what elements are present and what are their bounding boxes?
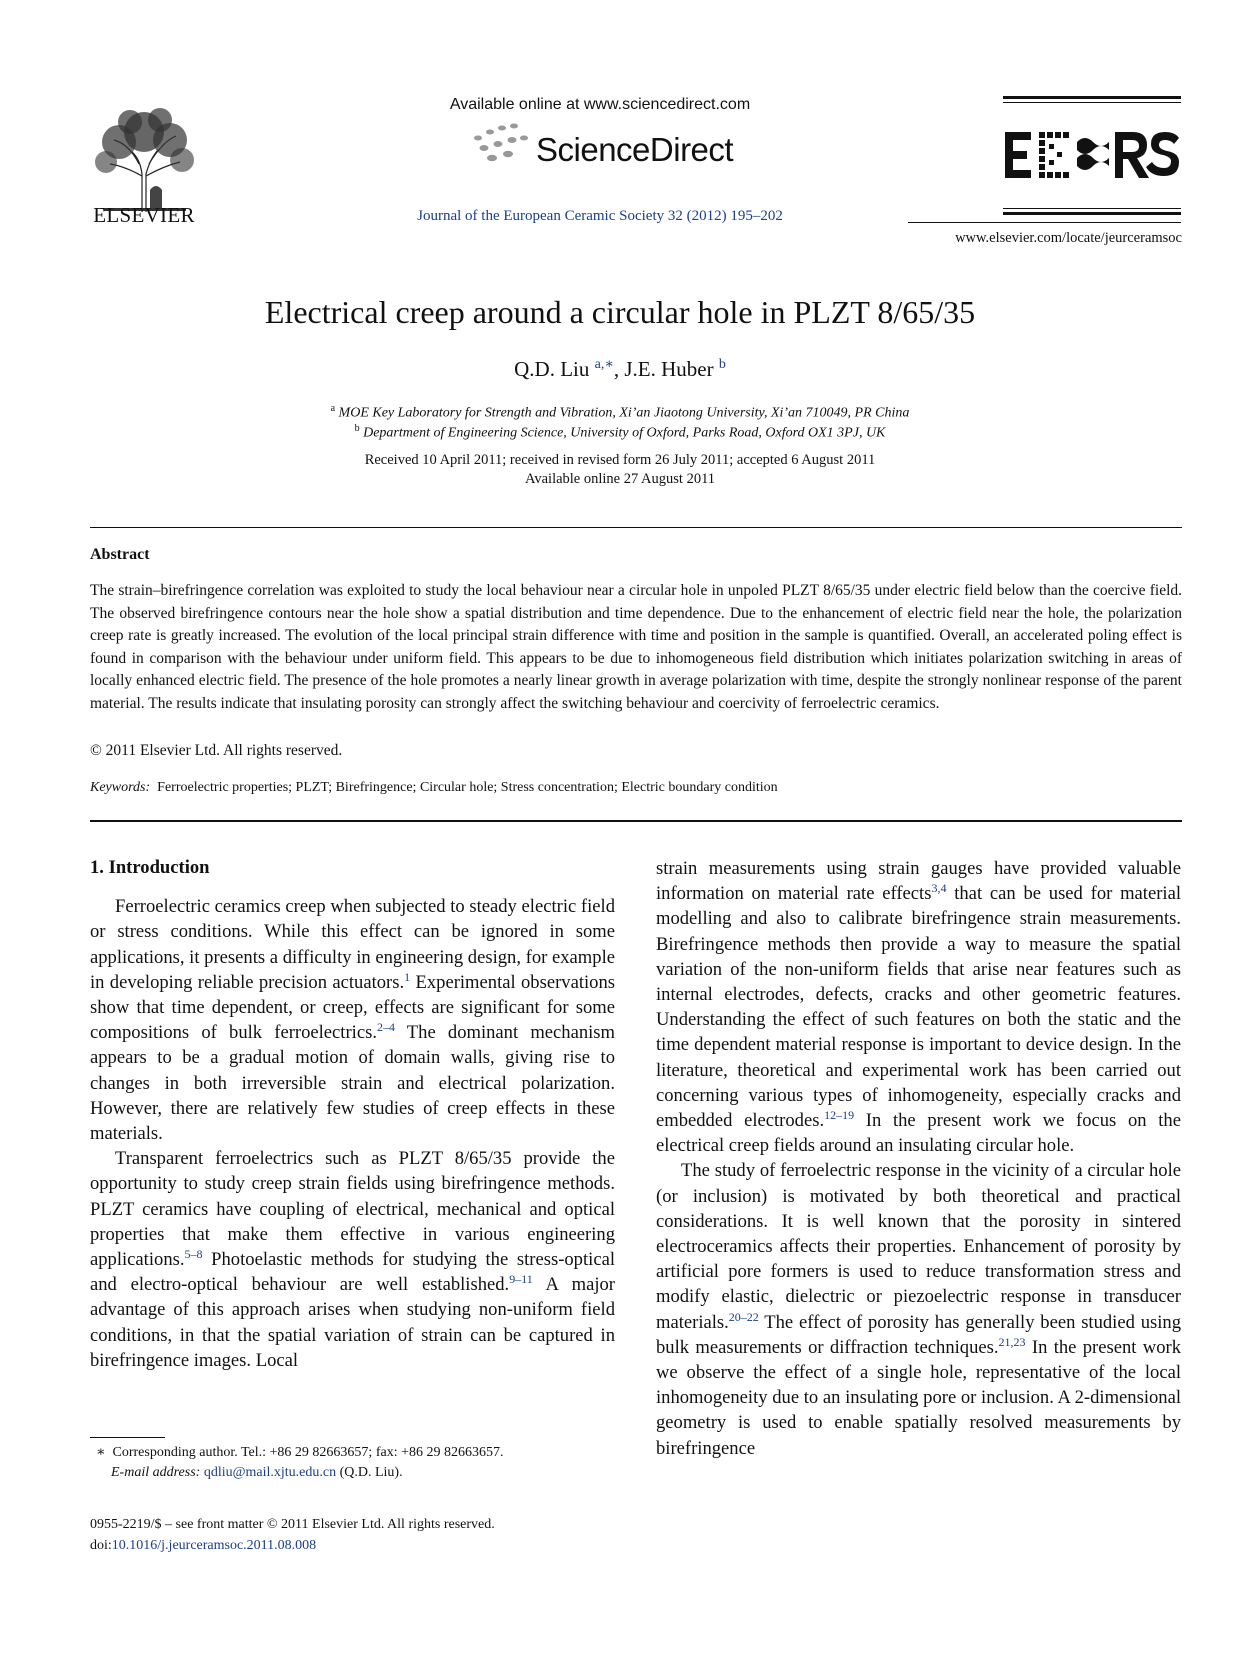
- email-label: E-mail address:: [111, 1465, 201, 1480]
- author-affiliation-marker[interactable]: b: [718, 357, 726, 372]
- logo-rule: [1003, 102, 1181, 103]
- logo-rule: [1003, 212, 1181, 215]
- abstract-bottom-rule: [90, 820, 1182, 822]
- author-name[interactable]: Q.D. Liu: [514, 357, 590, 381]
- doi-line: [90, 1538, 316, 1554]
- ecers-journal-logo: [1003, 126, 1181, 184]
- doi-link[interactable]: 10.1016/j.jeurceramsoc.2011.08.008: [111, 1538, 317, 1553]
- sciencedirect-dots-icon: [468, 120, 538, 168]
- footnote-text: Corresponding author. Tel.: +86 29 82663657; fax: +86 29 82663657.: [112, 1445, 504, 1460]
- keywords: [90, 780, 1182, 796]
- journal-citation-link[interactable]: Journal of the European Ceramic Society 32 (2012) 195–202: [417, 208, 783, 224]
- publisher-name: ELSEVIER: [93, 203, 195, 227]
- corresponding-author-footnote: [96, 1444, 621, 1461]
- author-list: [90, 356, 1150, 382]
- affiliation-text: Department of Engineering Science, University of Oxford, Parks Road, Oxford OX1 3PJ, UK: [363, 425, 886, 441]
- paragraph-text: The effect of porosity has generally been studied using bulk measurements or diffraction techniques.: [656, 1311, 1181, 1358]
- paragraph-text: strain measurements using strain gauges have provided valuable information on material rate effects: [656, 858, 1181, 905]
- footnote-rule: [90, 1437, 165, 1438]
- paragraph-text: Ferroelectric ceramics creep when subjected to steady electric field or stress conditions. While this effect can be ignored in some applications, it presents a difficulty in engineering design, for example in developing reliable precision actuators.: [90, 896, 615, 993]
- citation-link[interactable]: 20–22: [728, 1309, 759, 1324]
- citation-link[interactable]: 5–8: [184, 1246, 203, 1261]
- paragraph: [656, 1158, 1181, 1460]
- left-column: [90, 855, 615, 1373]
- keywords-label: Keywords:: [90, 780, 151, 795]
- paragraph-text: that can be used for material modelling and also to calibrate birefringence strain measurements. Birefringence methods then provide a way to measure the spatial variation of the non-uniform fields that arise near features such as internal electrodes, defects, cracks and other geometric features. Understanding the effect of such features on both the static and the time dependent material response is important to device design. In the literature, theoretical and experimental work has been carried out concerning various types of inhomogeneity, especially cracks and embedded electrodes.: [656, 883, 1181, 1132]
- email-owner: (Q.D. Liu).: [339, 1465, 403, 1480]
- article-title: Electrical creep around a circular hole in PLZT 8/65/35: [264, 294, 976, 330]
- abstract-copyright: © 2011 Elsevier Ltd. All rights reserved.: [90, 742, 343, 759]
- paragraph: [90, 894, 615, 1146]
- logo-rule: [1003, 96, 1181, 99]
- paragraph-text: A major advantage of this approach arises when studying non-uniform field conditions, in that the spatial variation of strain can be captured in birefringence images. Local: [90, 1274, 615, 1371]
- online-date: Available online 27 August 2011: [524, 471, 716, 487]
- front-matter-line: 0955-2219/$ – see front matter © 2011 Elsevier Ltd. All rights reserved.: [90, 1517, 495, 1532]
- section-heading: 1. Introduction: [90, 857, 210, 878]
- citation-link[interactable]: 21,23: [998, 1334, 1026, 1349]
- paragraph-text: In the present work we observe the effect of a single hole, representative of the local inhomogeneity due to an insulating pore or inclusion. A 2-dimensional geometry is used to enable spatially resolved measurements by birefringence: [656, 1336, 1181, 1459]
- available-online-text: Available online at www.sciencedirect.com: [449, 96, 751, 113]
- paragraph-text: Transparent ferroelectrics such as PLZT 8/65/35 provide the opportunity to study creep strain fields using birefringence methods. PLZT ceramics have coupling of electrical, mechanical and optical properties that make them effective in various engineering applications.: [90, 1148, 615, 1271]
- footnote-marker: ∗: [96, 1445, 106, 1460]
- citation-link[interactable]: 12–19: [824, 1107, 855, 1122]
- citation-link[interactable]: 2–4: [376, 1020, 395, 1035]
- author-separator: ,: [613, 357, 625, 381]
- journal-homepage-link[interactable]: www.elsevier.com/locate/jeurceramsoc: [955, 230, 1182, 246]
- paragraph-text: The study of ferroelectric response in the vicinity of a circular hole (or inclusion) is motivated by both theoretical and practical considerations. It is well known that the porosity in sintered electroceramics affects their properties. Enhancement of porosity by artificial pore formers is used to reduce transformation stress and modify elastic, dielectric or piezoelectric response in transducer materials.: [656, 1160, 1181, 1333]
- citation-link[interactable]: 3,4: [931, 881, 947, 896]
- abstract-top-rule: [90, 527, 1182, 528]
- sciencedirect-wordmark: ScienceDirect: [536, 131, 734, 168]
- paragraph: [656, 856, 1181, 1158]
- affiliation-b: [90, 423, 1150, 442]
- affiliation-a: [90, 403, 1150, 422]
- author-name[interactable]: J.E. Huber: [624, 357, 714, 381]
- paragraph-text: In the present work we focus on the electrical creep fields around an insulating circular hole.: [656, 1110, 1181, 1157]
- keywords-list: Ferroelectric properties; PLZT; Birefringence; Circular hole; Stress concentration; Electric boundary condition: [157, 780, 778, 795]
- paragraph-text: The dominant mechanism appears to be a gradual motion of domain walls, giving rise to changes in both irreversible strain and electrical polarization. However, there are relatively few studies of creep effects in these materials.: [90, 1022, 615, 1145]
- logo-rule: [1003, 208, 1181, 209]
- author-affiliation-marker[interactable]: a,∗: [594, 357, 614, 372]
- email-link[interactable]: qdliu@mail.xjtu.edu.cn: [203, 1465, 337, 1480]
- paragraph-text: Experimental observations show that time dependent, or creep, effects are significant for some compositions of bulk ferroelectrics.: [90, 971, 615, 1044]
- doi-label: doi:: [90, 1538, 112, 1553]
- header-divider: [908, 222, 1181, 223]
- paragraph-text: Photoelastic methods for studying the stress-optical and electro-optical behaviour are well established.: [90, 1249, 615, 1296]
- abstract-text: The strain–birefringence correlation was exploited to study the local behaviour near a circular hole in unpoled PLZT 8/65/35 under electric field below than the coercive field. The observed birefringence contours near the hole show a spatial distribution and time dependence. Due to the enhancement of electric field near the hole, the polarization creep rate is greatly increased. The evolution of the local principal strain difference with time and position in the sample is quantified. Overall, an accelerated poling effect is found in comparison with the behaviour under uniform field. This appears to be due to inhomogeneous field distribution which initiates polarization switching in areas of locally enhanced electric field. The presence of the hole promotes a nearly linear growth in average polarization with time, despite the strongly nonlinear response of the parent material. The results indicate that insulating porosity can strongly affect the switching behaviour and coercivity of ferroelectric ceramics.: [90, 582, 1182, 712]
- citation-link[interactable]: 1: [404, 969, 411, 984]
- right-column: [656, 856, 1181, 1461]
- abstract-heading: Abstract: [90, 546, 150, 563]
- affiliation-marker: a: [330, 403, 336, 414]
- affiliation-marker: b: [354, 423, 360, 434]
- received-dates: Received 10 April 2011; received in revised form 26 July 2011; accepted 6 August 2011: [364, 452, 876, 468]
- affiliation-text: MOE Key Laboratory for Strength and Vibration, Xi’an Jiaotong University, Xi’an 710049, PR China: [338, 405, 910, 421]
- paragraph: [90, 1146, 615, 1373]
- email-footnote: [111, 1465, 636, 1481]
- citation-link[interactable]: 9–11: [509, 1272, 533, 1287]
